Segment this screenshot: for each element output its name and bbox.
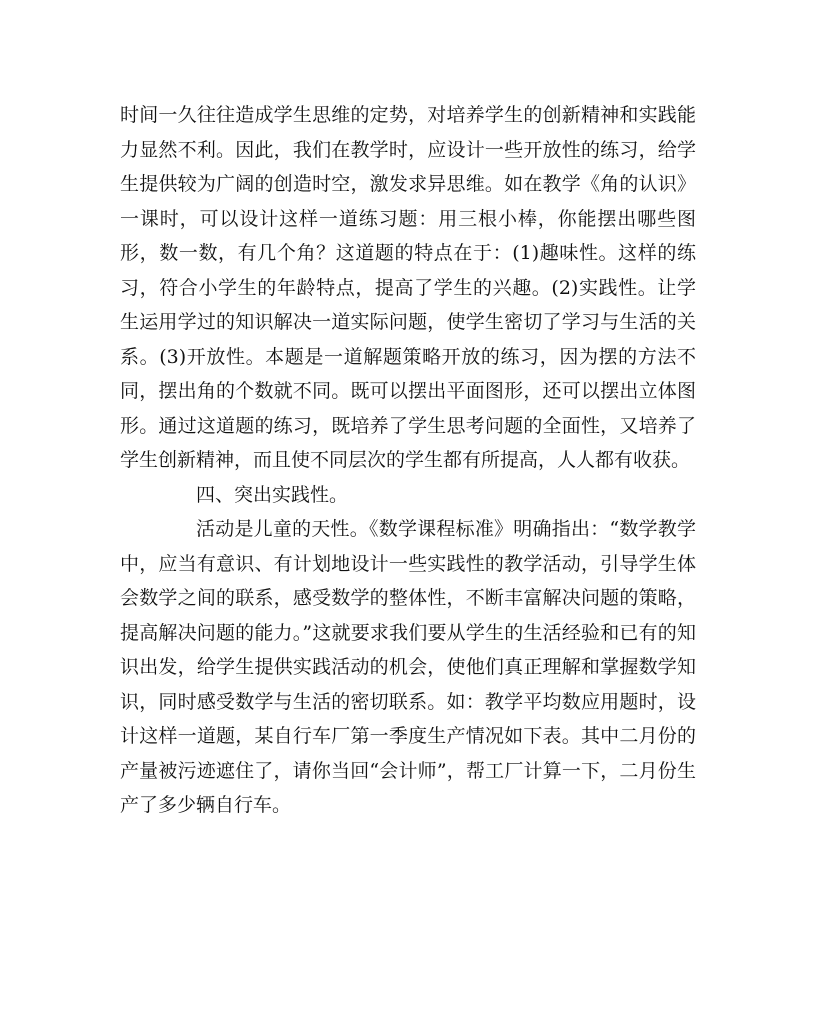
paragraph-exercise-design: 时间一久往往造成学生思维的定势，对培养学生的创新精神和实践能力显然不利。因此，我们在教学时，应设计一些开放性的练习，给学生提供较为广阔的创造时空，激发求异思维。如在教学《角的认识》一课时，可以设计这样一道练习题：用三根小棒，你能摆出哪些图形，数一数，有几个角？这道题的特点在于：(1)趣味性。这样的练习，符合小学生的年龄特点，提高了学生的兴趣。(2)实践性。让学生运用学过的知识解决一道实际问题，使学生密切了学习与生活的关系。(3)开放性。本题是一道解题策略开放的练习，因为摆的方法不同，摆出角的个数就不同。既可以摆出平面图形，还可以摆出立体图形。通过这道题的练习，既培养了学生思考问题的全面性，又培养了学生创新精神，而且使不同层次的学生都有所提高，人人都有收获。 <box>120 104 696 471</box>
paragraph-practice-activity: 活动是儿童的天性。《数学课程标准》明确指出：“数学教学中，应当有意识、有计划地设计一些实践性的教学活动，引导学生体会数学之间的联系，感受数学的整体性，不断丰富解决问题的策略，提高解决问题的能力。”这就要求我们要从学生的生活经验和已有的知识出发，给学生提供实践活动的机会，使他们真正理解和掌握数学知识，同时感受数学与生活的密切联系。如：教学平均数应用题时，设计这样一道题，某自行车厂第一季度生产情况如下表。其中二月份的产量被污迹遮住了，请你当回“会计师”，帮工厂计算一下，二月份生产了多少辆自行车。 <box>120 518 696 816</box>
section-heading-practice: 四、突出实践性。 <box>196 483 349 506</box>
document-body <box>120 98 696 823</box>
